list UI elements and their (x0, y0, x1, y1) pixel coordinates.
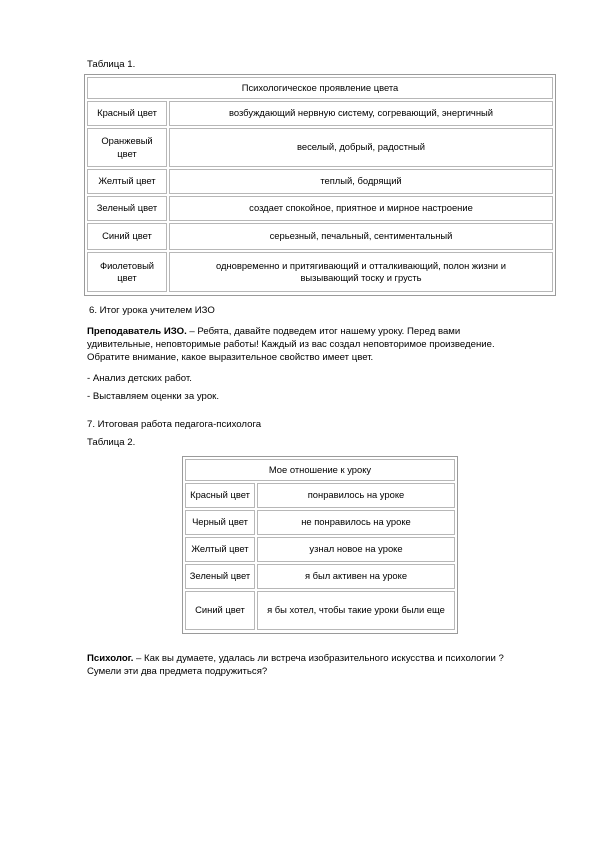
bullet-grades: - Выставляем оценки за урок. (87, 391, 220, 402)
section6-heading: 6. Итог урока учителем ИЗО (89, 305, 215, 316)
table1-row-color: Зеленый цвет (87, 196, 167, 221)
table1-header: Психологическое проявление цвета (87, 77, 553, 99)
table1-row-meaning: веселый, добрый, радостный (169, 128, 553, 167)
teacher-paragraph (87, 325, 507, 364)
table1-row-color: Фиолетовый цвет (87, 252, 167, 292)
table1-row-meaning: возбуждающий нервную систему, согревающий, энергичный (169, 101, 553, 126)
table2 (182, 456, 458, 634)
table1-row-color: Синий цвет (87, 223, 167, 250)
section7-heading: 7. Итоговая работа педагога-психолога (87, 419, 262, 430)
table1 (84, 74, 556, 296)
table2-caption: Таблица 2. (87, 437, 136, 448)
table1-row-color: Желтый цвет (87, 169, 167, 194)
table1-row-meaning: теплый, бодрящий (169, 169, 553, 194)
table1-row-meaning: серьезный, печальный, сентиментальный (169, 223, 553, 250)
table2-row-color: Черный цвет (185, 510, 255, 535)
table2-row-meaning: я был активен на уроке (257, 564, 455, 589)
teacher-speech: – Ребята, давайте подведем итог нашему уроку. Перед вами удивительные, неповторимые работы! Каждый из вас создал неповторимое произведение. Обратите внимание, какое выразительное свойство имеет цвет. (87, 326, 495, 363)
table1-row-meaning: одновременно и притягивающий и отталкивающий, полон жизни и вызывающий тоску и грусть (169, 252, 553, 292)
table2-row-color: Зеленый цвет (185, 564, 255, 589)
psychologist-speaker: Психолог. (87, 653, 134, 664)
table2-row-color: Синий цвет (185, 591, 255, 630)
table2-row-color: Красный цвет (185, 483, 255, 508)
psychologist-paragraph (87, 652, 517, 678)
bullet-analysis: - Анализ детских работ. (87, 373, 192, 384)
table2-row-color: Желтый цвет (185, 537, 255, 562)
psychologist-speech: – Как вы думаете, удалась ли встреча изобразительного искусства и психологии ? Сумели эти два предмета подружиться? (87, 653, 504, 677)
table1-row-color: Оранжевый цвет (87, 128, 167, 167)
table1-row-color: Красный цвет (87, 101, 167, 126)
table2-header: Мое отношение к уроку (185, 459, 455, 481)
table1-row-meaning: создает спокойное, приятное и мирное настроение (169, 196, 553, 221)
table1-caption: Таблица 1. (87, 59, 136, 70)
table2-row-meaning: понравилось на уроке (257, 483, 455, 508)
table2-row-meaning: я бы хотел, чтобы такие уроки были еще (257, 591, 455, 630)
teacher-speaker: Преподаватель ИЗО. (87, 326, 187, 337)
table2-row-meaning: узнал новое на уроке (257, 537, 455, 562)
table2-row-meaning: не понравилось на уроке (257, 510, 455, 535)
